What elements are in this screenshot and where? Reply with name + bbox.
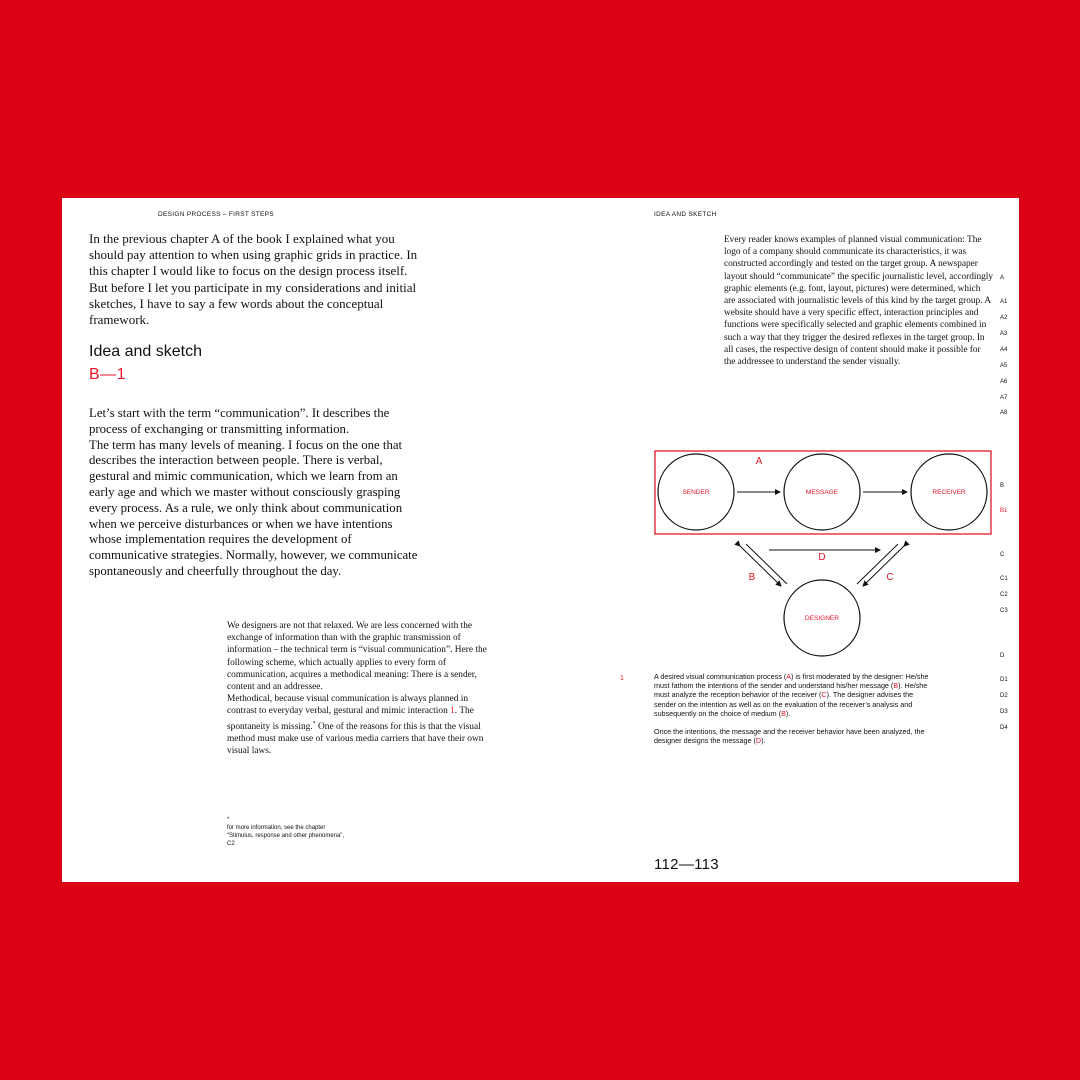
figure-number: 1 — [620, 675, 624, 682]
receiver-label: RECEIVER — [932, 489, 966, 496]
margin-index-label: C1 — [1000, 576, 1008, 582]
caption-text: ). — [785, 708, 791, 718]
figure-reference: 1 — [450, 706, 455, 717]
caption-text: A desired visual communication process ( — [654, 672, 787, 681]
right-page-paragraph — [724, 234, 994, 368]
body-text-run: Methodical, because visual communication is always planned in contrast to everyday verbal, gestural and mimic interaction — [227, 694, 469, 717]
caption-text: ) is first moderated by the designer: He/she must fathom the intentions of the sender and understand his/her message ( — [654, 672, 929, 691]
arrow-b-outer — [740, 546, 781, 586]
footnote-line: C2 — [227, 841, 235, 847]
intro-paragraph — [89, 231, 429, 328]
running-head-left: DESIGN PROCESS – FIRST STEPS — [158, 211, 274, 218]
caption-paragraph — [654, 672, 934, 718]
section-title: Idea and sketch — [89, 343, 202, 360]
margin-index-label: A — [1000, 275, 1005, 281]
margin-index-label: B — [1000, 483, 1005, 489]
margin-index-label: A2 — [1000, 315, 1008, 321]
intro-text: In the previous chapter A of the book I explained what you should pay attention to when using graphic grids in practice. In this chapter I would like to focus on the design process itself. But before I let you participate in my considerations and initial sketches, I have to say a few words about the conceptual framework. — [89, 231, 418, 328]
body-paragraph: The term has many levels of meaning. I focus on the one that describes the interaction between people. There is verbal, gestural and mimic communication, which we learn from an early age and which we master without consciously grasping every process. As a rule, we only think about communication when we perceive disturbances or when we have intentions whose implementation requires the development of communicative strategies. Normally, however, we communicate spontaneously and cheerfully throughout the day. — [89, 437, 418, 578]
margin-index-label: A3 — [1000, 331, 1008, 337]
book-spread — [62, 198, 1019, 882]
margin-index-label: B1 — [1000, 508, 1008, 514]
designer-label: DESIGNER — [805, 615, 839, 622]
body-text-secondary — [227, 620, 497, 757]
footnote-marker: * — [312, 720, 316, 727]
footnote-marker: * — [227, 817, 230, 823]
label-b: B — [748, 572, 756, 583]
label-d: D — [818, 552, 826, 563]
caption-text: Once the intentions, the message and the receiver behavior have been analyzed, the designer designs the message ( — [654, 727, 925, 746]
caption-text: ). The designer advises the sender on the intention as well as on the evaluation of the receiver’s analysis and subsequently on the choice of medium ( — [654, 690, 914, 718]
caption-text: ). — [761, 736, 766, 746]
footnote-line: for more information, see the chapter — [227, 825, 326, 831]
body-text-main — [89, 406, 424, 580]
caption-reference: C — [821, 690, 827, 700]
caption-reference: B — [893, 681, 899, 691]
margin-index-label: A6 — [1000, 379, 1008, 385]
body-paragraph: We designers are not that relaxed. We are less concerned with the exchange of information than with the graphic transmission of information – the technical term is “visual communication”. Here the following scheme, which actually applies to every form of communication, acquires a methodical meaning: There is a sender, content and an addressee. — [227, 621, 487, 693]
page-numbers: 112—113 — [654, 856, 719, 873]
margin-index-label: D4 — [1000, 725, 1008, 731]
margin-index-label: D — [1000, 653, 1005, 659]
margin-index-label: A8 — [1000, 410, 1008, 416]
margin-index-label: A4 — [1000, 347, 1008, 353]
caption-text: ). He/she must analyze the reception behavior of the receiver ( — [654, 681, 928, 700]
communication-diagram — [647, 446, 997, 661]
margin-index-label: A5 — [1000, 363, 1008, 369]
margin-index-label: A1 — [1000, 299, 1008, 305]
footnote — [227, 816, 407, 848]
running-head-right: IDEA AND SKETCH — [654, 211, 717, 218]
figure-caption — [654, 672, 934, 745]
right-page-text: Every reader knows examples of planned visual communication: The logo of a company should communicate its characteristics, it was constructed accordingly and tested on the target group. A newspaper layout should “communicate” the specific journalistic level, accordingly graphic elements (e.g. font, layout, pictures) were determined, which are associated with journalistic levels of this kind by the target group. A website should have a very specific effect, interaction principles and functions were specifically selected and graphic elements combined in such a way that they trigger the desired reflexes in the target group. In all cases, the respective design of content should make it possible for the addressee to understand the sender visually. — [724, 235, 994, 368]
margin-index-label: C3 — [1000, 608, 1008, 614]
margin-index-label: C — [1000, 552, 1005, 558]
sender-label: SENDER — [682, 489, 710, 496]
label-a: A — [755, 456, 763, 467]
body-text-run: . The spontaneity is missing. — [227, 706, 474, 732]
caption-reference: B — [781, 708, 786, 718]
arrow-c-outer — [863, 546, 904, 586]
body-text-run: One of the reasons for this is that the visual method must make use of various media carriers that have their own visual laws. — [227, 721, 484, 757]
caption-paragraph — [654, 727, 934, 745]
message-label: MESSAGE — [805, 489, 839, 496]
section-code: B—1 — [89, 366, 127, 383]
footnote-line: “Stimulus, response and other phenomena”, — [227, 833, 345, 839]
margin-index-label: D3 — [1000, 709, 1008, 715]
margin-index-label: A7 — [1000, 395, 1008, 401]
margin-index-label: C2 — [1000, 592, 1008, 598]
caption-reference: D — [755, 736, 762, 746]
margin-index-label: D1 — [1000, 677, 1008, 683]
body-paragraph — [227, 693, 497, 757]
label-c: C — [886, 572, 894, 583]
body-paragraph: Let’s start with the term “communication”. It describes the process of exchanging or transmitting information. — [89, 406, 390, 436]
caption-reference: A — [786, 672, 792, 681]
margin-index-label: D2 — [1000, 693, 1008, 699]
